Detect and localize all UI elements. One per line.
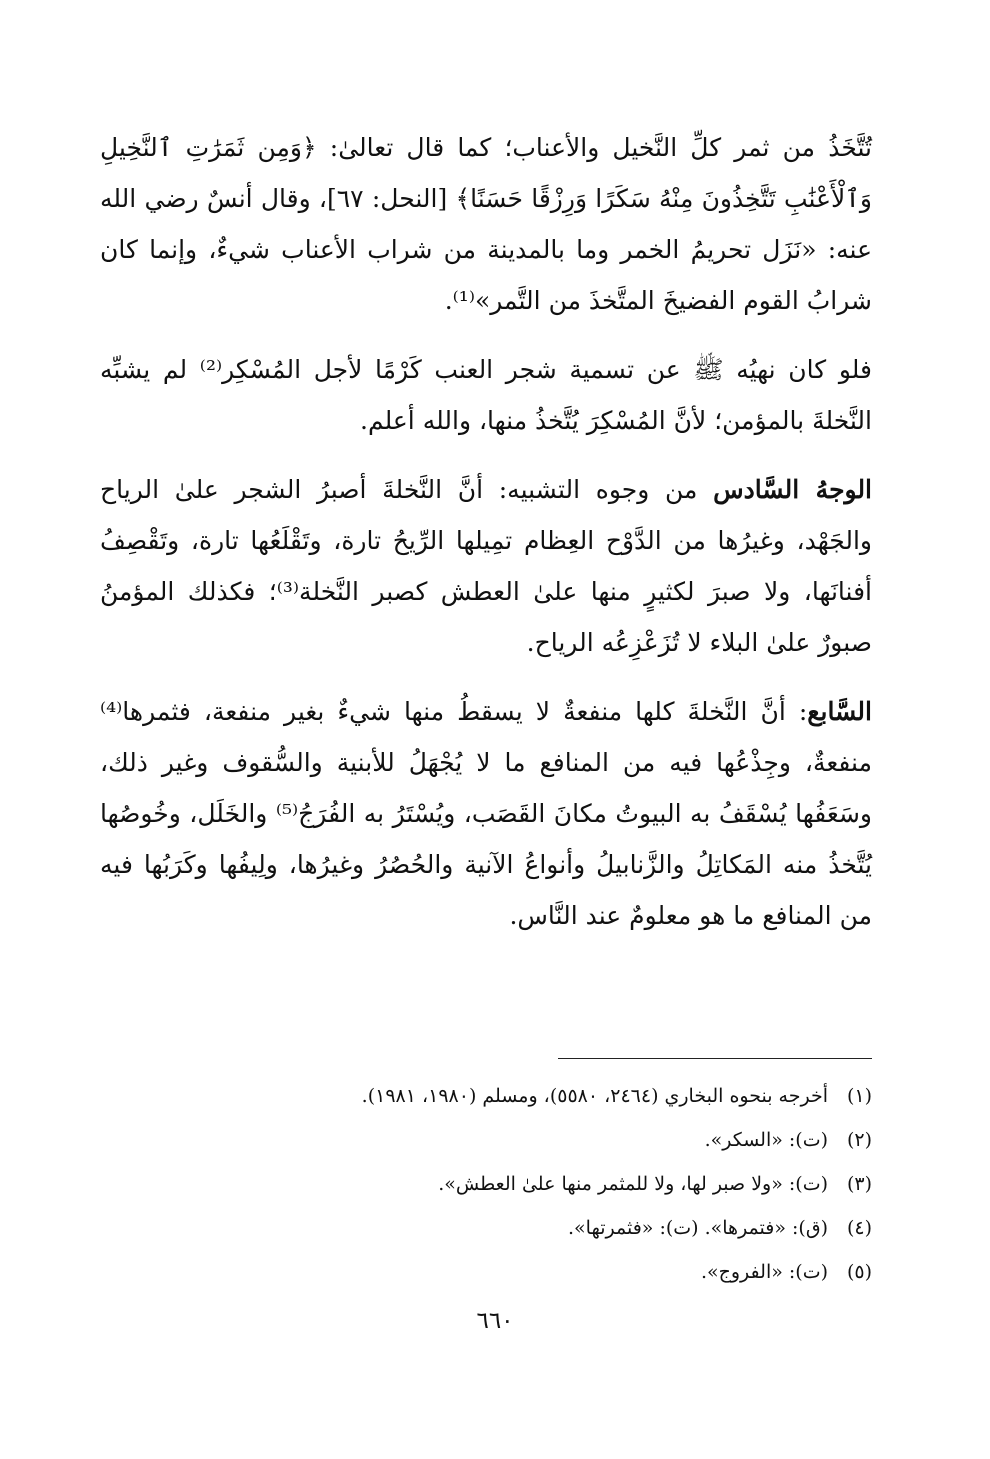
- footnote-text: (ق): «فتمرها». (ت): «فثمرتها».: [568, 1217, 828, 1239]
- paragraph-1: [100, 122, 872, 326]
- footnote-4: [120, 1206, 872, 1250]
- footnote-5: [120, 1250, 872, 1294]
- paragraph-text: : أنَّ النَّخلةَ كلها منفعةٌ لا يسقطُ منها شيءٌ بغير منفعة، فثمرها⁽⁴⁾ منفعةٌ، وجِذْعُها فيه من المنافع ما لا يُجْهَلُ للأبنية والسُّقوف وغير ذلك، وسَعَفُها يُسْقَفُ به البيوتُ مكانَ القَصَب، ويُسْتَرُ به الفُرَجُ⁽⁵⁾ والخَلَل، وخُوصُها يُتَّخذُ منه المَكاتِلُ والزَّنابيلُ وأنواعُ الآنية والحُصُرُ وغيرُها، ولِيفُها وكَرَبُها فيه من المنافع ما هو معلومٌ عند النَّاس.: [100, 697, 872, 930]
- paragraph-text: تُتَّخَذُ من ثمر كلِّ النَّخيل والأعناب؛ كما قال تعالىٰ: ﴿وَمِن ثَمَرَٰتِ ٱلنَّخِيلِ وَٱلْأَعْنَٰبِ تَتَّخِذُونَ مِنْهُ سَكَرًا وَرِزْقًا حَسَنًا﴾ [النحل: ٦٧]، وقال أنسٌ رضي الله عنه: «نَزَل تحريمُ الخمر وما بالمدينة من شراب الأعناب شيءٌ، وإنما كان شرابُ القوم الفضيخَ المتَّخذَ من التَّمر»⁽¹⁾.: [100, 133, 872, 315]
- footnotes: [120, 1074, 872, 1294]
- footnote-number: (٢): [846, 1129, 872, 1151]
- paragraph-lead: السَّابع: [807, 697, 872, 726]
- paragraph-3: [100, 464, 872, 668]
- footnote-number: (١): [846, 1085, 872, 1107]
- footnote-3: [120, 1162, 872, 1206]
- footnote-text: (ت): «ولا صبر لها، ولا للمثمر منها علىٰ العطش».: [438, 1173, 828, 1195]
- footnote-text: أخرجه بنحوه البخاري (٢٤٦٤، ٥٥٨٠)، ومسلم (١٩٨٠، ١٩٨١).: [361, 1085, 828, 1107]
- footnote-text: (ت): «الفروج».: [700, 1261, 828, 1283]
- footnote-number: (٤): [846, 1217, 872, 1239]
- footnote-2: [120, 1118, 872, 1162]
- paragraph-2: [100, 344, 872, 446]
- footnote-divider: [558, 1058, 872, 1059]
- main-text: [100, 122, 872, 959]
- footnote-1: [120, 1074, 872, 1118]
- paragraph-text: فلو كان نهيُه ﷺ عن تسمية شجر العنب كَرْمًا لأجل المُسْكِر⁽²⁾ لم يشبِّه النَّخلةَ بالمؤمن؛ لأنَّ المُسْكِرَ يُتَّخذُ منها، والله أعلم.: [100, 355, 872, 435]
- paragraph-text: من وجوه التشبيه: أنَّ النَّخلةَ أصبرُ الشجر علىٰ الرياح والجَهْد، وغيرُها من الدَّوْح العِظام تمِيلها الرِّيحُ تارة، وتَقْلَعُها تارة، وتَقْصِفُ أفنانَها، ولا صبرَ لكثيرٍ منها علىٰ العطش كصبر النَّخلة⁽³⁾؛ فكذلك المؤمنُ صبورٌ علىٰ البلاء لا تُزَعْزِعُه الرياح.: [100, 475, 872, 657]
- page-number: ٦٦٠: [476, 1308, 514, 1334]
- paragraph-lead: الوجهُ السَّادس: [713, 475, 873, 504]
- paragraph-4: [100, 686, 872, 941]
- footnote-number: (٣): [846, 1173, 872, 1195]
- footnote-number: (٥): [846, 1261, 872, 1283]
- footnote-text: (ت): «السكر».: [704, 1129, 828, 1151]
